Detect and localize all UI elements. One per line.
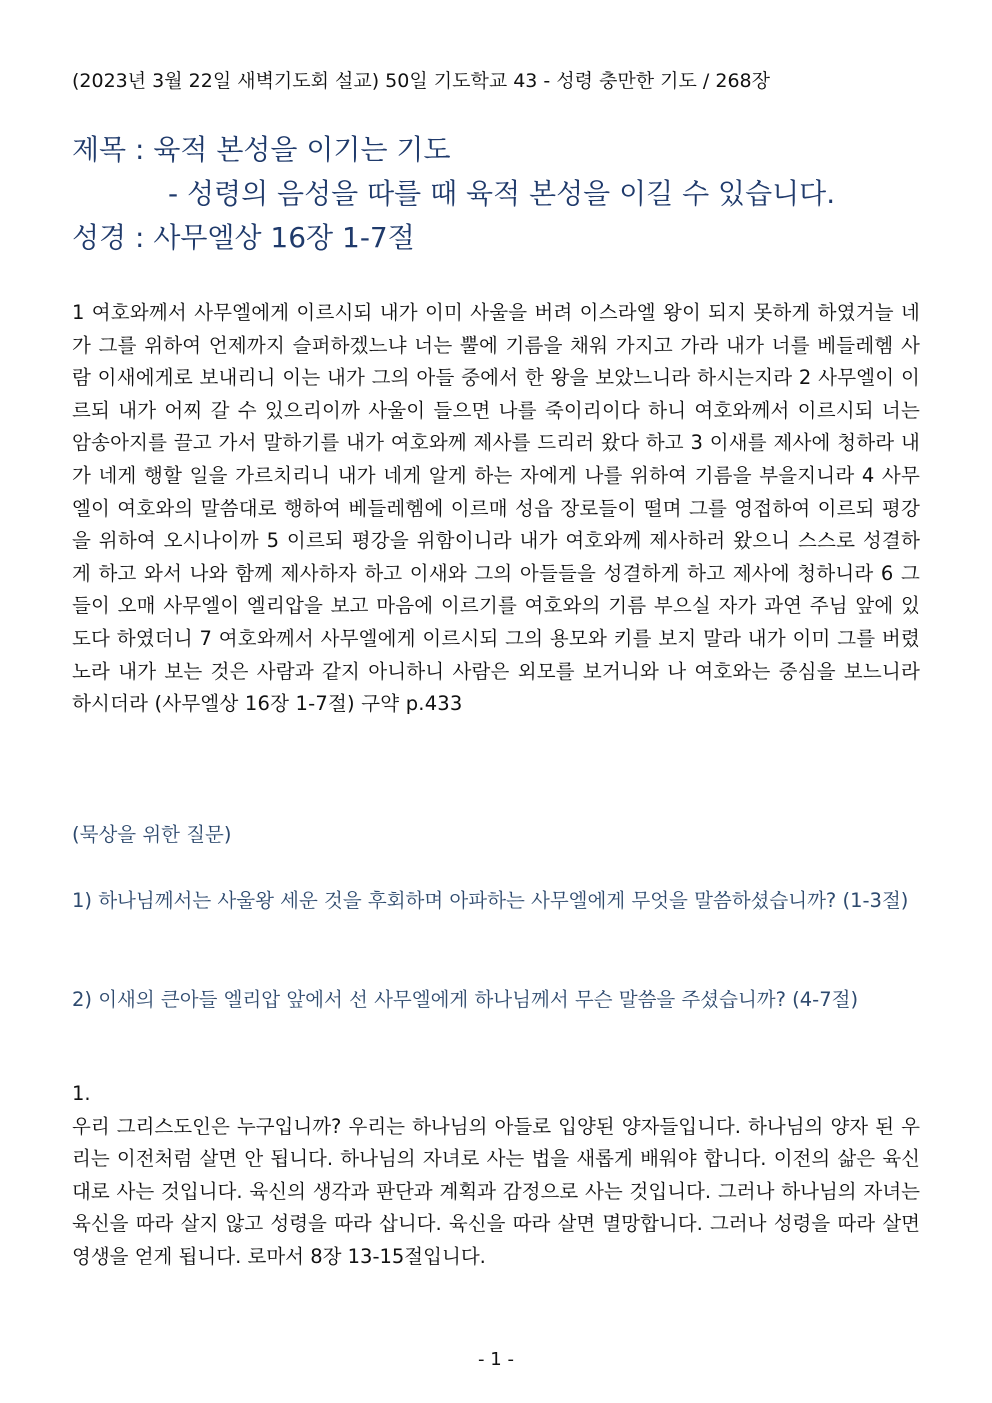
page-number: - 1 - bbox=[478, 1349, 514, 1370]
scripture-text: 1 여호와께서 사무엘에게 이르시되 내가 이미 사울을 버려 이스라엘 왕이 되지 못하게 하였거늘 네가 그를 위하여 언제까지 슬퍼하겠느냐 너는 뿔에 기름을 채워 가지고 가라 내가 너를 베들레헴 사람 이새에게로 보내리니 이는 내가 그의 아들 중에서 한 왕을 보았느니라 하시는지라 2 사무엘이 이르되 내가 어찌 갈 수 있으리이까 사울이 들으면 나를 죽이리이다 하니 여호와께서 이르시되 너는 암송아지를 끌고 가서 말하기를 내가 여호와께 제사를 드리러 왔다 하고 3 이새를 제사에 청하라 내가 네게 행할 일을 가르치리니 내가 네게 알게 하는 자에게 나를 위하여 기름을 부을지니라 4 사무엘이 여호와의 말씀대로 행하여 베들레헴에 이르매 성읍 장로들이 떨며 그를 영접하여 이르되 평강을 위하여 오시나이까 5 이르되 평강을 위함이니라 내가 여호와께 제사하러 왔으니 스스로 성결하게 하고 와서 나와 함께 제사하자 하고 이새와 그의 아들들을 성결하게 하고 제사에 청하니라 6 그들이 오매 사무엘이 엘리압을 보고 마음에 이르기를 여호와의 기름 부으실 자가 과연 주님 앞에 있도다 하였더니 7 여호와께서 사무엘에게 이르시되 그의 용모와 키를 보지 말라 내가 이미 그를 버렸노라 내가 보는 것은 사람과 같지 아니하니 사람은 외모를 보거니와 나 여호와는 중심을 보느니라 하시더라 (사무엘상 16장 1-7절) 구약 p.433 bbox=[72, 301, 920, 716]
section-1-text: 우리 그리스도인은 누구입니까? 우리는 하나님의 아들로 입양된 양자들입니다. 하나님의 양자 된 우리는 이전처럼 살면 안 됩니다. 하나님의 자녀로 사는 법을 새롭게 배워야 합니다. 이전의 삶은 육신대로 사는 것입니다. 육신의 생각과 판단과 계획과 감정으로 사는 것입니다. 그러나 하나님의 자녀는 육신을 따라 살지 않고 성령을 따라 삽니다. 육신을 따라 살면 멸망합니다. 그러나 성령을 따라 살면 영생을 얻게 됩니다. 로마서 8장 13-15절입니다. bbox=[72, 1114, 920, 1268]
scripture-reference: 성경 : 사무엘상 16장 1-7절 bbox=[72, 221, 415, 254]
sermon-title: 제목 : 육적 본성을 이기는 기도 bbox=[72, 133, 451, 166]
meditation-question-2: 2) 이새의 큰아들 엘리압 앞에서 선 사무엘에게 하나님께서 무슨 말씀을 주셨습니까? (4-7절) bbox=[72, 988, 859, 1011]
section-1-number: 1. bbox=[72, 1082, 91, 1105]
section-1 bbox=[72, 1078, 920, 1274]
meditation-question-1: 1) 하나님께서는 사울왕 세운 것을 후회하며 아파하는 사무엘에게 무엇을 말씀하셨습니까? (1-3절) bbox=[72, 889, 909, 912]
sermon-header: (2023년 3월 22일 새벽기도회 설교) 50일 기도학교 43 - 성령 충만한 기도 / 268장 bbox=[72, 70, 770, 92]
title-block bbox=[72, 128, 932, 260]
meditation-heading: (묵상을 위한 질문) bbox=[72, 823, 232, 846]
sermon-subtitle: - 성령의 음성을 따를 때 육적 본성을 이길 수 있습니다. bbox=[168, 177, 836, 210]
